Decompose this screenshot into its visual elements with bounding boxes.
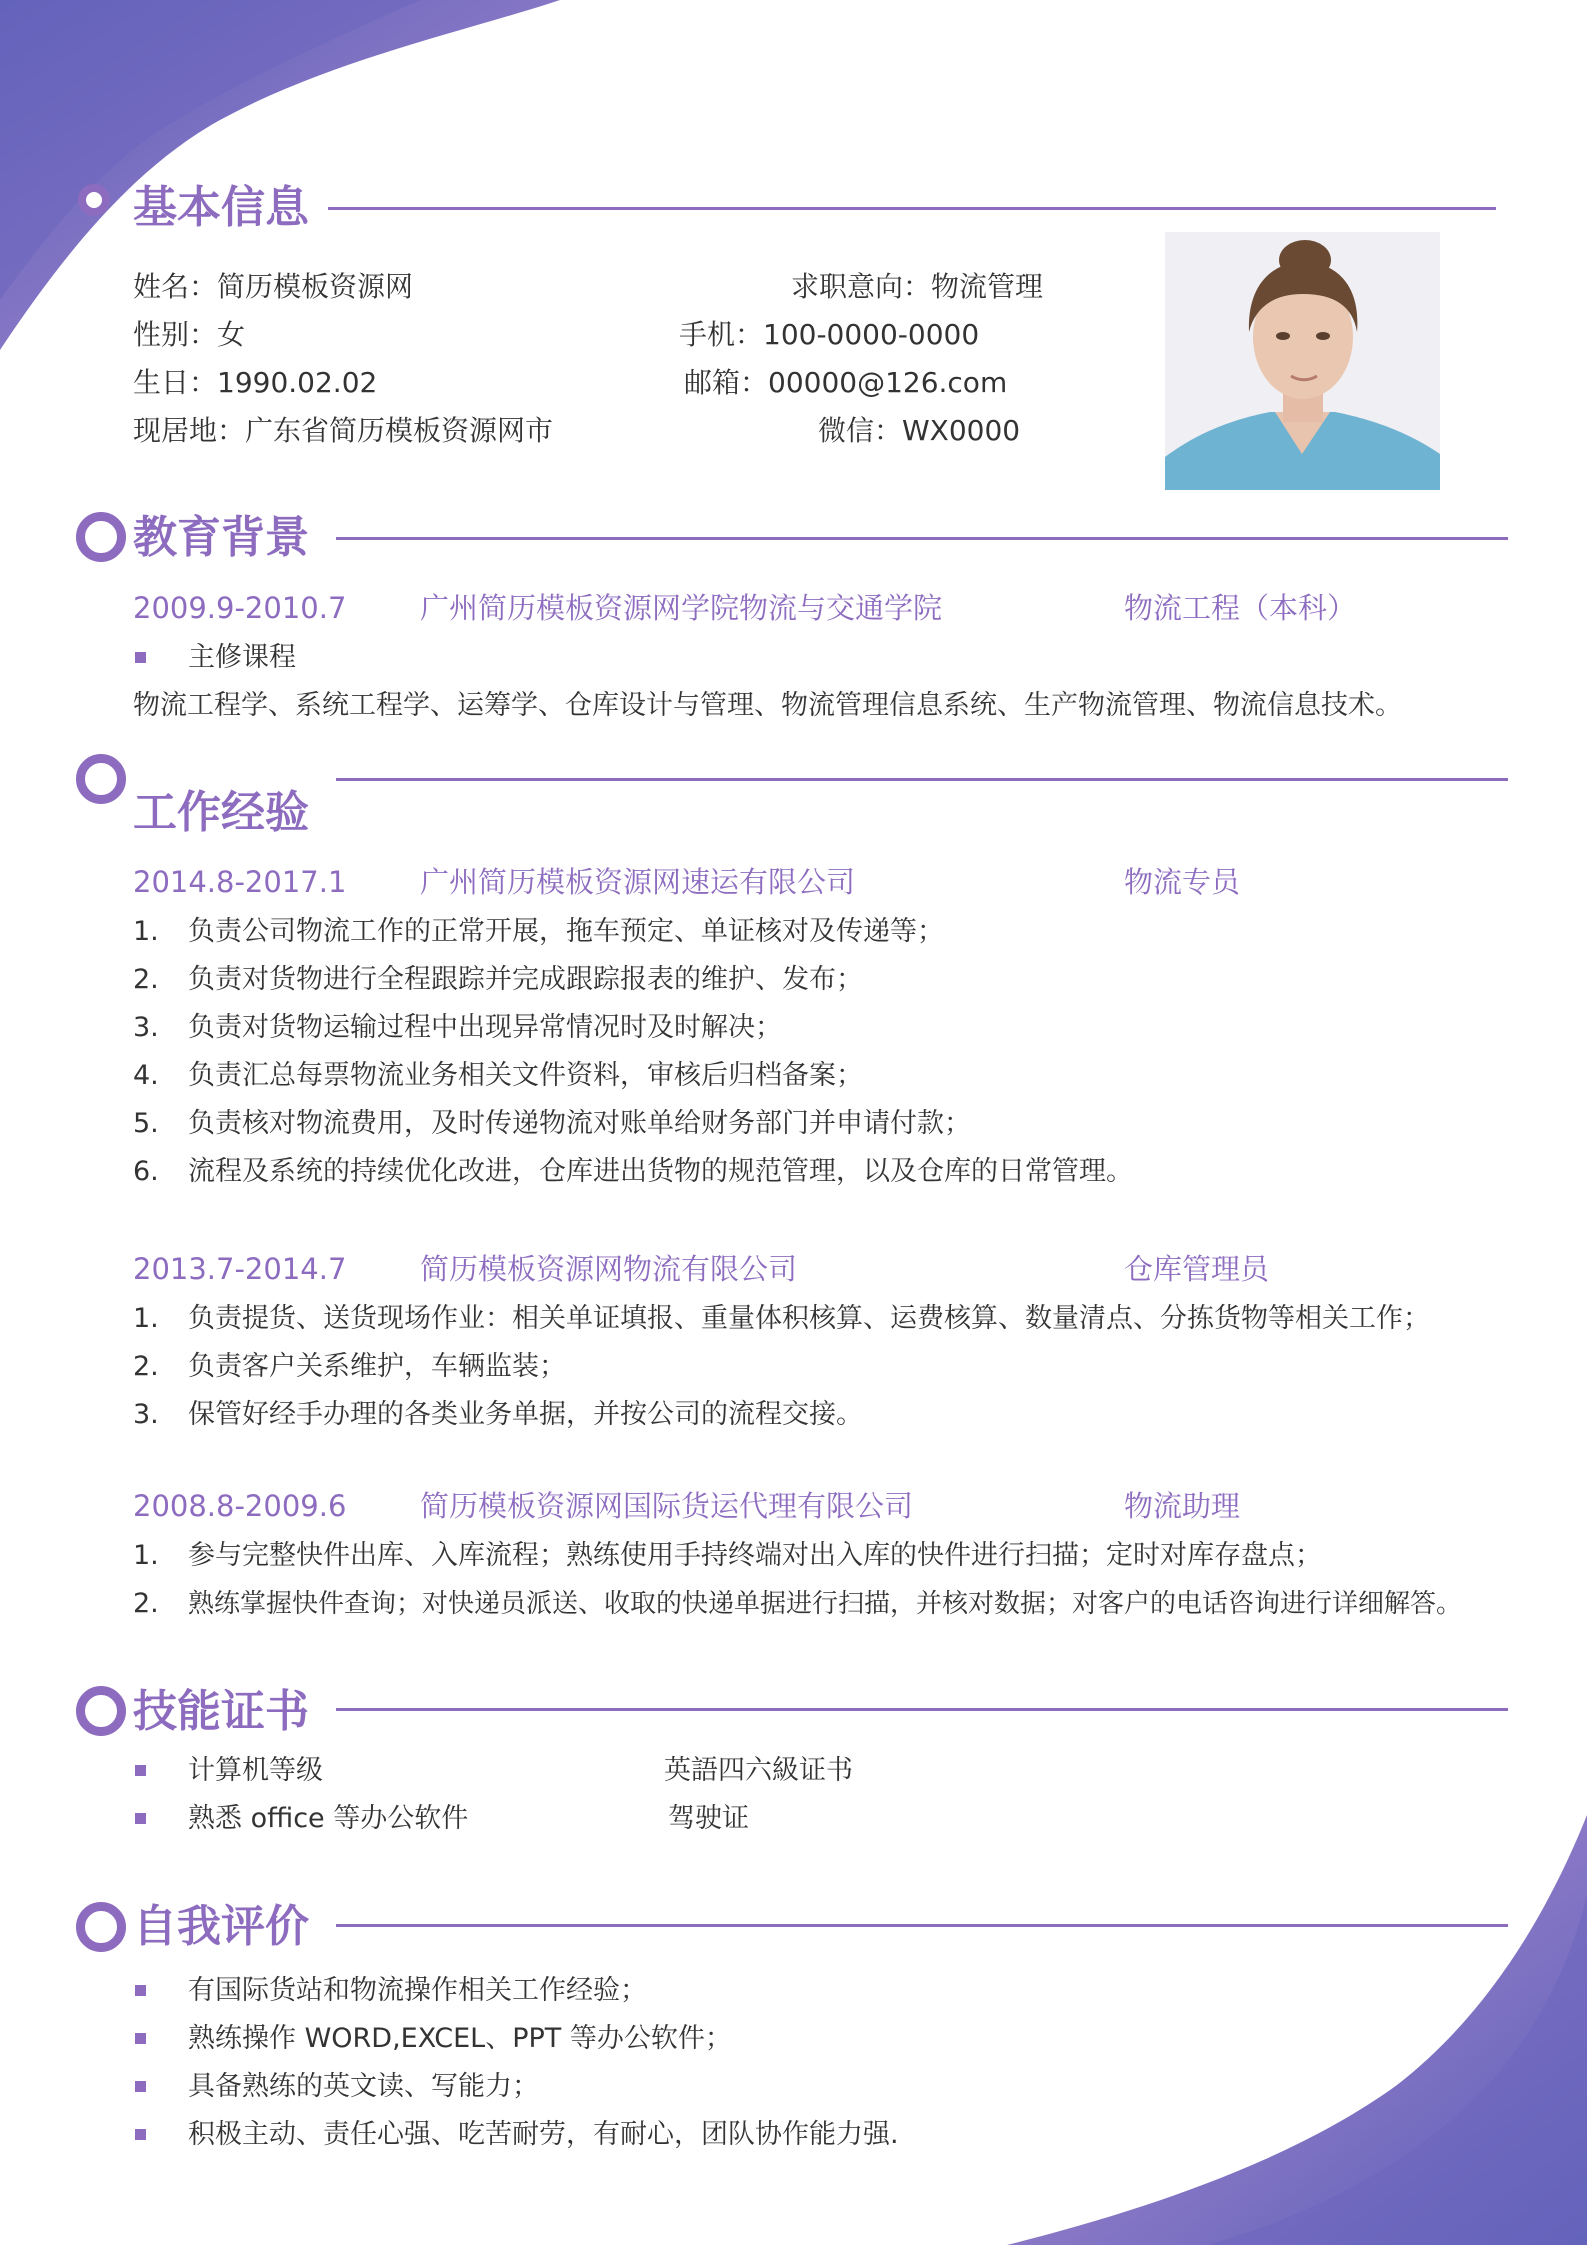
courses-label: 主修课程 — [188, 642, 296, 673]
phone-field: 手机：100-0000-0000 — [679, 318, 980, 351]
section-marker-work — [76, 754, 126, 804]
list-number: 4. — [133, 1060, 159, 1091]
job-duty: 负责汇总每票物流业务相关文件资料，审核后归档备案； — [188, 1060, 863, 1091]
section-title-work: 工作经验 — [133, 787, 309, 838]
job-period: 2008.8-2009.6 — [133, 1489, 347, 1523]
list-number: 2. — [133, 964, 159, 995]
skill-bullet — [135, 1813, 146, 1824]
list-number: 6. — [133, 1156, 159, 1187]
job-company: 广州简历模板资源网速运有限公司 — [420, 865, 856, 899]
section-title-self-eval: 自我评价 — [133, 1901, 309, 1952]
list-number: 1. — [133, 1540, 159, 1571]
job-position: 仓库管理员 — [1124, 1252, 1270, 1286]
job-duty: 参与完整快件出库、入库流程；熟练使用手持终端对出入库的快件进行扫描；定时对库存盘点； — [188, 1540, 1322, 1571]
section-marker-self-eval — [76, 1902, 126, 1952]
job-intention-field: 求职意向：物流管理 — [791, 270, 1044, 303]
job-period: 2013.7-2014.7 — [133, 1252, 347, 1286]
courses-bullet — [135, 652, 146, 663]
section-rule-skills — [336, 1708, 1508, 1711]
birthday-field: 生日：1990.02.02 — [133, 366, 378, 399]
job-duty: 负责公司物流工作的正常开展，拖车预定、单证核对及传递等； — [188, 916, 944, 947]
skill-item: 计算机等级 — [188, 1755, 323, 1786]
job-period: 2014.8-2017.1 — [133, 865, 347, 899]
list-number: 5. — [133, 1108, 159, 1139]
job-duty: 负责提货、送货现场作业：相关单证填报、重量体积核算、运费核算、数量清点、分拣货物等相关工作； — [188, 1303, 1430, 1334]
list-number: 2. — [133, 1588, 159, 1619]
education-period: 2009.9-2010.7 — [133, 591, 347, 625]
section-rule-education — [336, 537, 1508, 540]
job-duty: 流程及系统的持续优化改进，仓库进出货物的规范管理，以及仓库的日常管理。 — [188, 1156, 1133, 1187]
email-field: 邮箱：00000@126.com — [684, 366, 1008, 399]
eval-item: 具备熟练的英文读、写能力； — [188, 2071, 539, 2102]
eval-bullet — [135, 2081, 146, 2092]
profile-photo — [1165, 232, 1440, 490]
job-duty: 负责客户关系维护，车辆监装； — [188, 1351, 566, 1382]
eval-bullet — [135, 1985, 146, 1996]
list-number: 3. — [133, 1399, 159, 1430]
list-number: 1. — [133, 916, 159, 947]
name-field: 姓名：简历模板资源网 — [133, 270, 414, 303]
portrait-image — [1165, 232, 1440, 490]
job-company: 简历模板资源网国际货运代理有限公司 — [420, 1489, 914, 1523]
section-title-skills: 技能证书 — [133, 1686, 309, 1737]
education-major: 物流工程（本科） — [1124, 591, 1357, 625]
wechat-field: 微信：WX0000 — [818, 414, 1021, 447]
job-duty: 熟练掌握快件查询；对快递员派送、收取的快递单据进行扫描，并核对数据；对客户的电话咨询进行详细解答。 — [188, 1589, 1463, 1619]
gender-field: 性别：女 — [133, 318, 246, 351]
section-marker-skills — [76, 1686, 126, 1736]
job-position: 物流助理 — [1124, 1489, 1241, 1523]
skill-item: 驾驶证 — [668, 1803, 749, 1834]
job-position: 物流专员 — [1124, 865, 1241, 899]
skill-item: 熟悉 office 等办公软件 — [188, 1803, 469, 1834]
eval-bullet — [135, 2129, 146, 2140]
education-school: 广州简历模板资源网学院物流与交通学院 — [420, 591, 943, 625]
section-marker-basic-info — [78, 184, 110, 216]
section-marker-education — [76, 512, 126, 562]
courses-list: 物流工程学、系统工程学、运筹学、仓库设计与管理、物流管理信息系统、生产物流管理、物流信息技术。 — [133, 690, 1402, 721]
section-rule-work — [336, 778, 1508, 781]
job-duty: 保管好经手办理的各类业务单据，并按公司的流程交接。 — [188, 1399, 863, 1430]
job-duty: 负责核对物流费用，及时传递物流对账单给财务部门并申请付款； — [188, 1108, 971, 1139]
eval-item: 熟练操作 WORD,EXCEL、PPT 等办公软件； — [188, 2023, 732, 2054]
eval-item: 积极主动、责任心强、吃苦耐劳，有耐心，团队协作能力强. — [188, 2119, 899, 2150]
job-company: 简历模板资源网物流有限公司 — [420, 1252, 798, 1286]
section-rule-self-eval — [336, 1924, 1508, 1927]
skill-item: 英語四六級证书 — [664, 1755, 853, 1786]
section-title-education: 教育背景 — [133, 512, 309, 563]
list-number: 2. — [133, 1351, 159, 1382]
decorative-corner-bottom-right — [947, 1815, 1587, 2245]
address-field: 现居地：广东省简历模板资源网市 — [133, 414, 554, 447]
decorative-corner-top-left — [0, 0, 620, 360]
section-title-basic-info: 基本信息 — [133, 182, 309, 233]
skill-bullet — [135, 1765, 146, 1776]
eval-bullet — [135, 2033, 146, 2044]
list-number: 1. — [133, 1303, 159, 1334]
list-number: 3. — [133, 1012, 159, 1043]
job-duty: 负责对货物进行全程跟踪并完成跟踪报表的维护、发布； — [188, 964, 863, 995]
section-rule-basic-info — [328, 207, 1496, 210]
job-duty: 负责对货物运输过程中出现异常情况时及时解决； — [188, 1012, 782, 1043]
eval-item: 有国际货站和物流操作相关工作经验； — [188, 1975, 647, 2006]
